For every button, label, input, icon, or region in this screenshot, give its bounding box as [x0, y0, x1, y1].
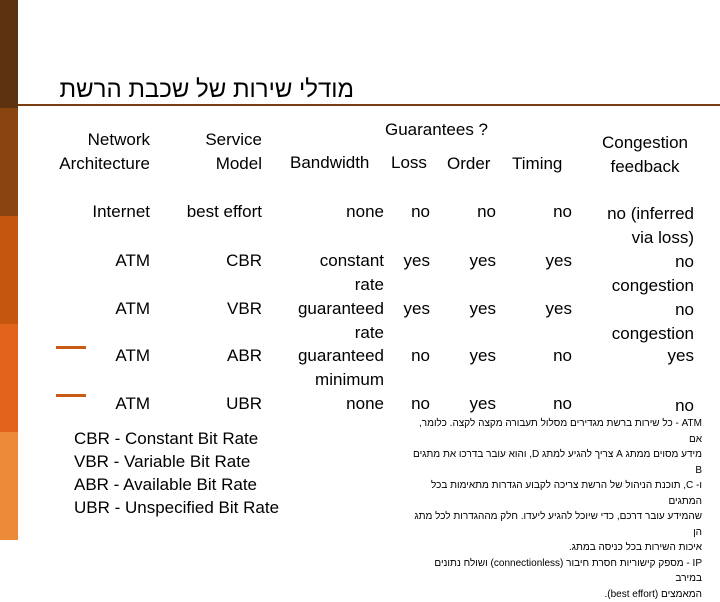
legend [74, 427, 334, 519]
row-abr-arch: ATM [20, 344, 150, 368]
legend-item-ubr: UBR - Unspecified Bit Rate [74, 496, 334, 519]
note-line: ATM - כל שירות ברשת מגדירים מסלול תעבורה מקצה לקצה. כלומר, אם [412, 416, 702, 447]
row-abr-loss: no [384, 344, 430, 368]
decor-bar-3 [0, 216, 18, 324]
row-ubr-loss: no [384, 392, 430, 416]
row-abr-model: ABR [150, 344, 262, 368]
page-title: מודלי שירות של שכבת הרשת [60, 76, 354, 104]
header-network-architecture: Network Architecture [20, 128, 150, 176]
header-loss: Loss [391, 151, 427, 175]
legend-item-abr: ABR - Available Bit Rate [74, 473, 334, 496]
decor-bar-2 [0, 108, 18, 216]
row-cbr-congestion: no congestion [580, 250, 694, 298]
header-guarantees: Guarantees ? [385, 118, 488, 142]
row-abr-bandwidth: guaranteed minimum [270, 344, 384, 392]
row-vbr-loss: yes [384, 297, 430, 321]
legend-item-cbr: CBR - Constant Bit Rate [74, 427, 334, 450]
row-internet-model: best effort [150, 200, 262, 224]
row-vbr-model: VBR [150, 297, 262, 321]
note-line: IP - מספק קישוריות חסרת חיבור (connectionless) ושולח נתונים במירב [412, 556, 702, 587]
row-ubr-arch: ATM [20, 392, 150, 416]
row-cbr-arch: ATM [20, 249, 150, 273]
header-service-model: Service Model [150, 128, 262, 176]
row-ubr-order: yes [440, 392, 496, 416]
row-abr-congestion: yes [580, 344, 694, 368]
row-vbr-timing: yes [514, 297, 572, 321]
row-cbr-model: CBR [150, 249, 262, 273]
row-internet-timing: no [514, 200, 572, 224]
row-vbr-order: yes [440, 297, 496, 321]
row-vbr-bandwidth: guaranteed rate [270, 297, 384, 345]
note-line: ו- C, תוכנת הניהול של הרשת צריכה לקבוע הגדרות מתאימות בכל המתגים [412, 478, 702, 509]
note-line: המאמצים (best effort). [412, 587, 702, 602]
decor-bar-4 [0, 324, 18, 432]
header-bandwidth: Bandwidth [290, 151, 369, 175]
row-abr-timing: no [514, 344, 572, 368]
row-ubr-congestion: no [580, 394, 694, 418]
hebrew-notes [412, 416, 702, 602]
header-congestion-feedback: Congestion feedback [586, 131, 704, 179]
row-cbr-order: yes [440, 249, 496, 273]
row-abr-order: yes [440, 344, 496, 368]
row-ubr-timing: no [514, 392, 572, 416]
row-internet-order: no [440, 200, 496, 224]
note-line: איכות השירות בכל כניסה במתג. [412, 540, 702, 556]
row-cbr-timing: yes [514, 249, 572, 273]
legend-item-vbr: VBR - Variable Bit Rate [74, 450, 334, 473]
header-order: Order [447, 152, 490, 176]
row-internet-congestion: no (inferred via loss) [580, 202, 694, 250]
row-internet-arch: Internet [20, 200, 150, 224]
row-internet-bandwidth: none [270, 200, 384, 224]
row-ubr-model: UBR [150, 392, 262, 416]
title-divider [18, 104, 720, 106]
row-internet-loss: no [384, 200, 430, 224]
row-ubr-bandwidth: none [270, 392, 384, 416]
decor-bar-5 [0, 432, 18, 540]
row-cbr-loss: yes [384, 249, 430, 273]
note-line: שהמידע עובר דרכם, כדי שיוכל להגיע ליעדו. חלק מההגדרות לכל מתג הן [412, 509, 702, 540]
row-cbr-bandwidth: constant rate [270, 249, 384, 297]
header-timing: Timing [512, 152, 562, 176]
note-line: מידע מסוים ממתג A צריך להגיע למתג D, והוא עובר בדרכו את מתגים B [412, 447, 702, 478]
row-vbr-congestion: no congestion [580, 298, 694, 346]
decor-bar-1 [0, 0, 18, 108]
row-vbr-arch: ATM [20, 297, 150, 321]
